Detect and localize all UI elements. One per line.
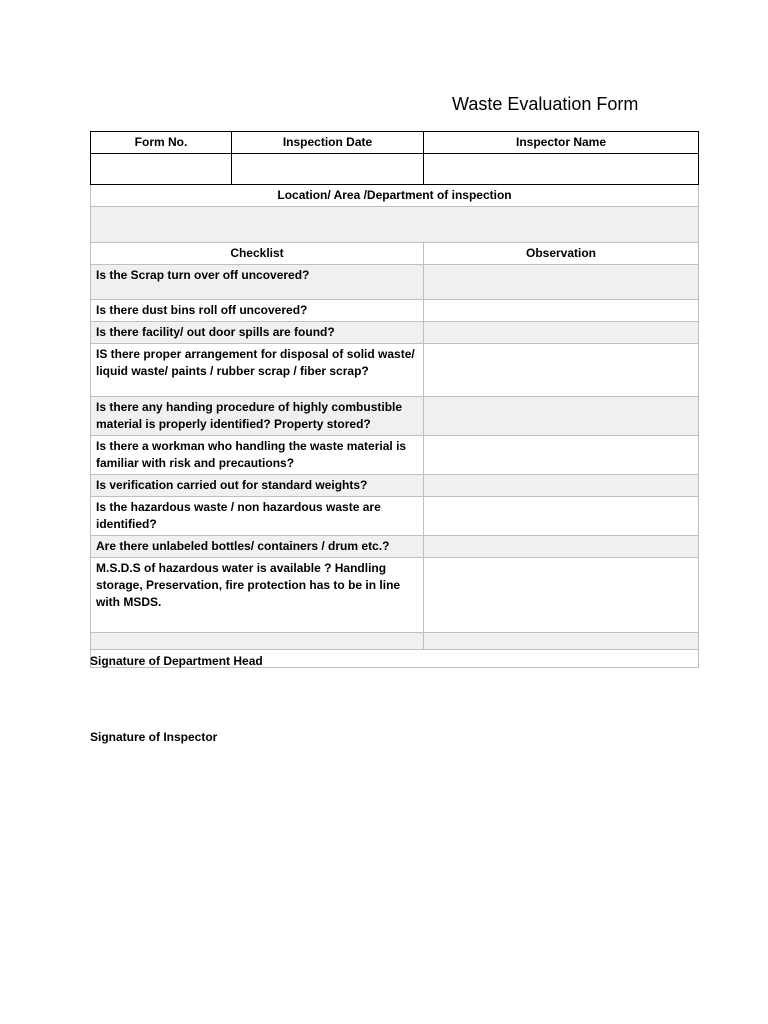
checklist-item: Is there any handing procedure of highly combustible material is properly identified? Property stored? xyxy=(91,397,424,436)
checklist-item: Is verification carried out for standard weights? xyxy=(91,475,424,497)
observation-field[interactable] xyxy=(424,558,699,633)
inspector-name-field[interactable] xyxy=(424,154,699,185)
observation-field[interactable] xyxy=(424,436,699,475)
observation-field[interactable] xyxy=(424,536,699,558)
signature-department-head: Signature of Department Head xyxy=(90,654,263,668)
checklist-item: Are there unlabeled bottles/ containers / drum etc.? xyxy=(91,536,424,558)
checklist-item: Is the Scrap turn over off uncovered? xyxy=(91,265,424,300)
observation-field[interactable] xyxy=(424,265,699,300)
observation-field[interactable] xyxy=(424,497,699,536)
observation-field[interactable] xyxy=(424,397,699,436)
checklist-blank-row[interactable] xyxy=(91,633,424,650)
form-no-field[interactable] xyxy=(91,154,232,185)
observation-field[interactable] xyxy=(424,344,699,397)
waste-evaluation-table xyxy=(90,131,699,668)
inspector-name-header: Inspector Name xyxy=(424,132,699,154)
checklist-item: M.S.D.S of hazardous water is available ? Handling storage, Preservation, fire protection has to be in line with MSDS. xyxy=(91,558,424,633)
location-field[interactable] xyxy=(91,207,699,243)
observation-header: Observation xyxy=(424,243,699,265)
checklist-item: IS there proper arrangement for disposal of solid waste/ liquid waste/ paints / rubber scrap / fiber scrap? xyxy=(91,344,424,397)
checklist-header: Checklist xyxy=(91,243,424,265)
observation-field[interactable] xyxy=(424,475,699,497)
checklist-item: Is there facility/ out door spills are found? xyxy=(91,322,424,344)
observation-field[interactable] xyxy=(424,633,699,650)
inspection-date-field[interactable] xyxy=(232,154,424,185)
page-title: Waste Evaluation Form xyxy=(452,94,639,114)
observation-field[interactable] xyxy=(424,322,699,344)
checklist-item: Is there a workman who handling the waste material is familiar with risk and precautions? xyxy=(91,436,424,475)
observation-field[interactable] xyxy=(424,300,699,322)
form-no-header: Form No. xyxy=(91,132,232,154)
inspection-date-header: Inspection Date xyxy=(232,132,424,154)
signature-inspector: Signature of Inspector xyxy=(90,730,218,744)
checklist-item: Is the hazardous waste / non hazardous waste are identified? xyxy=(91,497,424,536)
location-header: Location/ Area /Department of inspection xyxy=(91,185,699,207)
checklist-item: Is there dust bins roll off uncovered? xyxy=(91,300,424,322)
